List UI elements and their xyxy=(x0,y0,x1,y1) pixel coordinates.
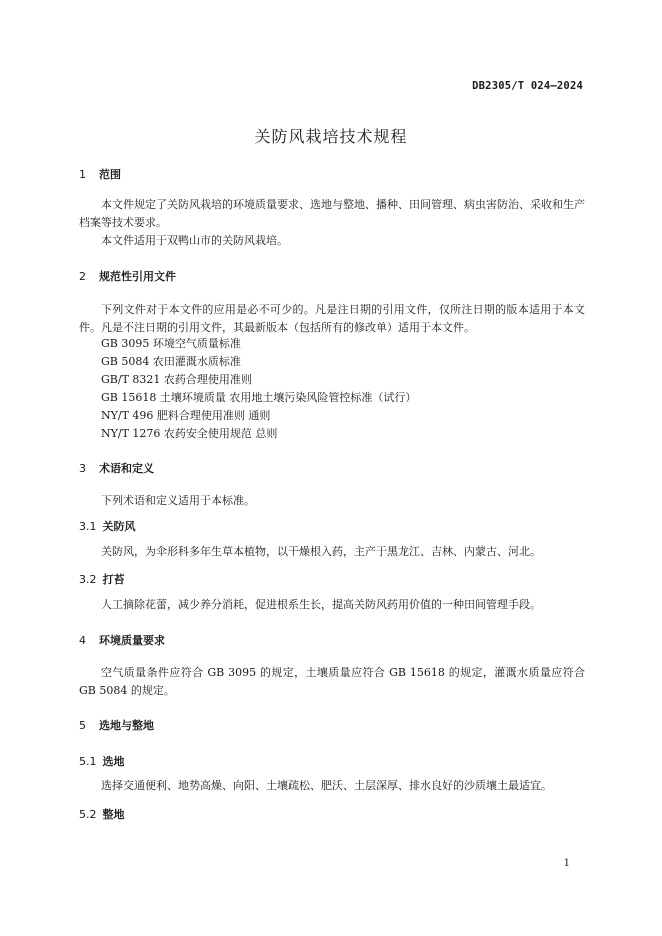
subsection-title: 选地 xyxy=(102,755,125,768)
section-title: 术语和定义 xyxy=(99,462,154,475)
reference-item: GB 5084 农田灌溉水质标准 xyxy=(101,355,241,368)
section-number: 5 xyxy=(79,719,86,732)
section-2-heading xyxy=(79,268,176,284)
subsection-5-2-heading xyxy=(79,806,125,822)
paragraph: 下列术语和定义适用于本标准。 xyxy=(101,494,255,507)
document-code: DB2305/T 024—2024 xyxy=(472,80,583,92)
subsection-title: 打苔 xyxy=(102,573,125,586)
section-title: 范围 xyxy=(99,168,121,181)
section-title: 选地与整地 xyxy=(99,719,154,732)
section-4-heading xyxy=(79,632,165,648)
document-title: 关防风栽培技术规程 xyxy=(254,127,408,146)
subsection-number: 5.2 xyxy=(79,808,97,821)
paragraph: 关防风，为伞形科多年生草本植物，以干燥根入药，主产于黑龙江、吉林、内蒙古、河北。 xyxy=(101,545,541,558)
reference-item: GB 3095 环境空气质量标准 xyxy=(101,337,241,350)
reference-item: NY/T 496 肥料合理使用准则 通则 xyxy=(101,409,271,422)
subsection-5-1-heading xyxy=(79,753,125,769)
section-5-heading xyxy=(79,717,154,733)
subsection-number: 3.2 xyxy=(79,573,97,586)
reference-item: GB 15618 土壤环境质量 农用地土壤污染风险管控标准（试行） xyxy=(101,391,417,404)
subsection-title: 关防风 xyxy=(102,520,136,533)
subsection-title: 整地 xyxy=(102,808,125,821)
section-3-heading xyxy=(79,460,154,476)
reference-item: NY/T 1276 农药安全使用规范 总则 xyxy=(101,427,278,440)
subsection-number: 5.1 xyxy=(79,755,97,768)
section-number: 2 xyxy=(79,270,86,283)
section-number: 3 xyxy=(79,462,86,475)
subsection-3-1-heading xyxy=(79,518,136,534)
section-title: 规范性引用文件 xyxy=(99,270,176,283)
subsection-number: 3.1 xyxy=(79,520,97,533)
section-number: 1 xyxy=(79,168,86,181)
paragraph: 本文件适用于双鸭山市的关防风栽培。 xyxy=(101,234,288,247)
section-title: 环境质量要求 xyxy=(99,634,165,647)
reference-item: GB/T 8321 农药合理使用准则 xyxy=(101,373,252,386)
paragraph: 选择交通便利、地势高燥、向阳、土壤疏松、肥沃、土层深厚、排水良好的沙质壤土最适宜。 xyxy=(101,779,552,792)
subsection-3-2-heading xyxy=(79,571,125,587)
paragraph: 本文件规定了关防风栽培的环境质量要求、选地与整地、播种、田间管理、病虫害防治、采收和生产档案等技术要求。 xyxy=(79,198,585,229)
paragraph: 空气质量条件应符合 GB 3095 的规定，土壤质量应符合 GB 15618 的规定，灌溉水质量应符合 GB 5084 的规定。 xyxy=(79,666,585,697)
section-1-heading xyxy=(79,166,121,182)
paragraph: 下列文件对于本文件的应用是必不可少的。凡是注日期的引用文件，仅所注日期的版本适用于本文件。凡是不注日期的引用文件，其最新版本（包括所有的修改单）适用于本文件。 xyxy=(79,303,585,334)
page-number: 1 xyxy=(563,858,570,869)
section-number: 4 xyxy=(79,634,86,647)
paragraph: 人工摘除花蕾，减少养分消耗，促进根系生长，提高关防风药用价值的一种田间管理手段。 xyxy=(101,598,541,611)
